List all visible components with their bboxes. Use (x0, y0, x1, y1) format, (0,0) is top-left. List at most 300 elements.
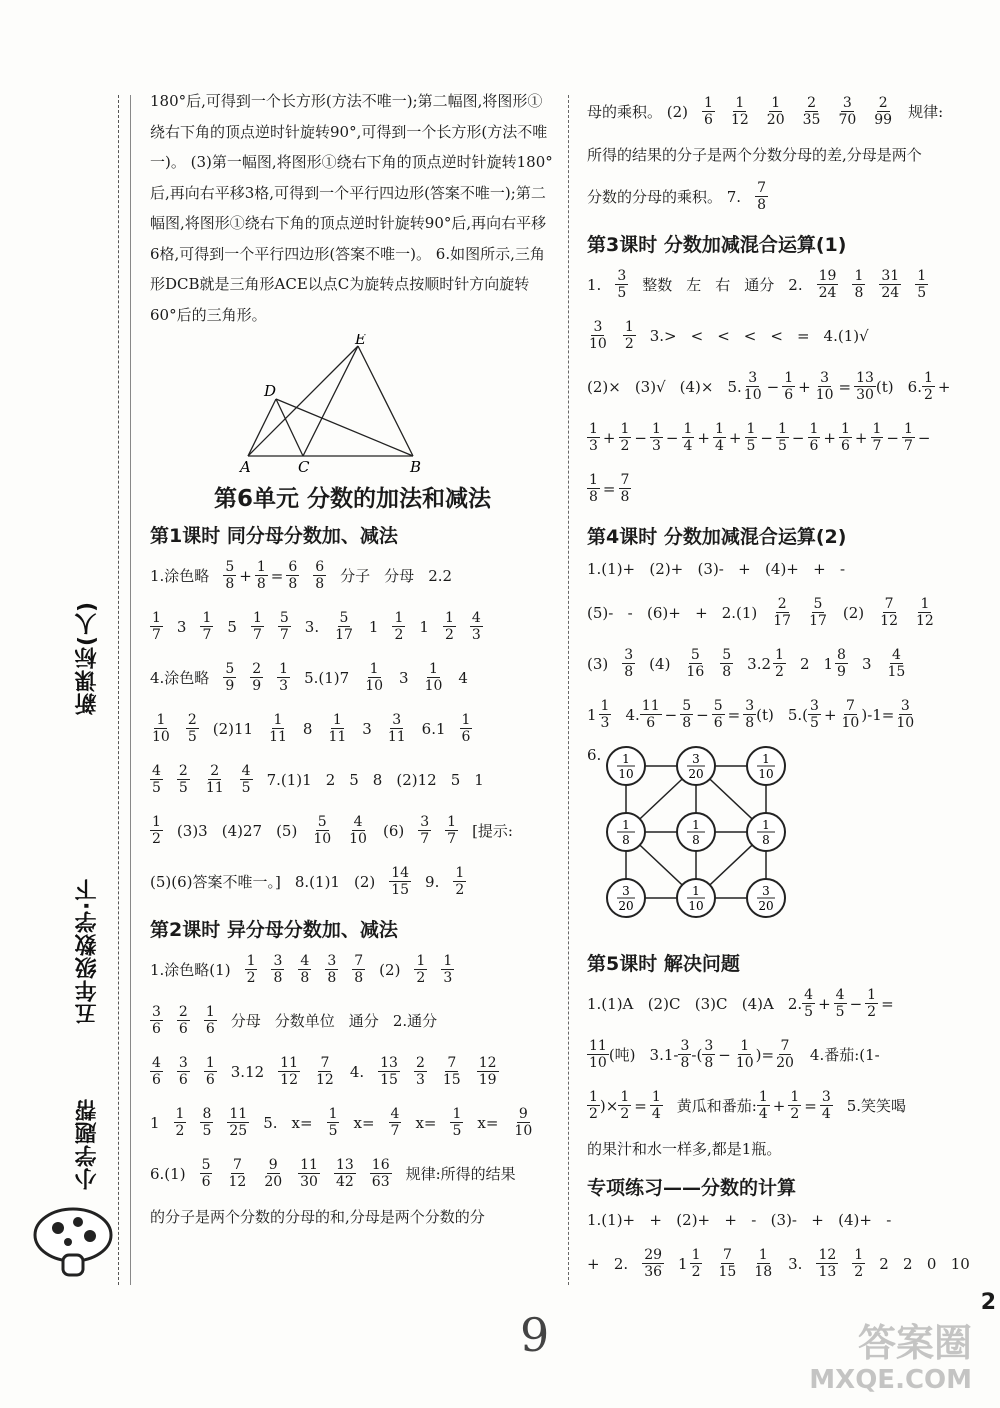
numerator: 2 (807, 95, 816, 111)
numerator: 6 (315, 559, 325, 575)
text: 4.涂色略 (150, 669, 210, 687)
equation: $\frac{1}{3}$ + $\frac{1}{2}$ − $\frac{1}{3}$ − $\frac{1}{4}$ + $\frac{1}{4}$ + $\frac{1}{5}$ − $\frac{1}{5}$ − $\frac{1}{6}$ + $\frac{1}{6}$ + $\frac{1}{7}$ − $\frac{1}{7}$ − (589, 421, 931, 454)
numerator: 3 (842, 95, 852, 111)
numerator: 1 (156, 712, 166, 728)
denominator: 7 (420, 831, 430, 847)
text: 5.笑笑喝 (846, 1097, 907, 1115)
denominator: 5 (835, 1004, 845, 1020)
numerator: 3 (624, 647, 634, 663)
denominator: 36 (644, 1264, 663, 1280)
denominator: 8 (589, 489, 598, 505)
text: (6) (382, 821, 405, 840)
fraction (325, 953, 338, 986)
numerator: 1 (923, 370, 933, 386)
fraction (690, 1247, 703, 1280)
text: 3. (747, 654, 762, 673)
numerator: 1 (715, 421, 724, 437)
denominator: 25 (229, 1123, 248, 1139)
text: 2 (325, 770, 336, 789)
text: 右 (715, 276, 731, 294)
denominator: 10 (815, 387, 834, 403)
denominator: 3 (471, 627, 481, 643)
denominator: 12 (730, 112, 749, 128)
denominator: 5 (617, 285, 627, 301)
text: 黄瓜和番茄: (676, 1097, 757, 1115)
denominator: 10 (152, 729, 170, 745)
text: 5 (227, 617, 237, 636)
denominator: 3 (279, 678, 289, 694)
text: (2) (353, 872, 376, 891)
denominator: 18 (754, 1264, 773, 1280)
numerator: 7 (780, 1038, 790, 1054)
denominator: 2 (246, 970, 256, 986)
denominator: 6 (704, 112, 713, 128)
answer-line (150, 754, 555, 805)
text: 1 (368, 617, 379, 636)
fraction (782, 370, 795, 403)
text: 6.(1) (150, 1164, 186, 1183)
answer-line (587, 412, 982, 463)
numerator: 2 (187, 712, 197, 728)
text: 5 (349, 770, 359, 789)
binding-line (118, 95, 119, 1285)
numerator: 1 (790, 1089, 800, 1105)
numerator: 4 (804, 987, 814, 1003)
answer-line (150, 550, 555, 601)
text: + 2. (587, 1254, 629, 1273)
denominator: 6 (646, 715, 656, 731)
text: 1 (678, 1254, 688, 1273)
numerator: 11 (280, 1055, 298, 1071)
numerator: 7 (620, 472, 630, 488)
numerator: 1 (854, 1247, 864, 1263)
text: 5.(1)7 (304, 668, 350, 687)
numerator: 1 (651, 1089, 661, 1105)
text: 分母 (230, 1012, 261, 1030)
page-number: 2 (980, 1290, 996, 1315)
lesson-title: 第1课时 同分母分数加、减法 (150, 525, 398, 547)
node-numerator: 1 (762, 818, 771, 832)
numerator: 11 (229, 1106, 248, 1122)
denominator: 12 (915, 613, 934, 629)
fraction (418, 814, 431, 847)
numerator: 1 (246, 953, 256, 969)
text: -( (691, 1045, 703, 1064)
text: 1.(1)+ + (2)+ + - (3)- + (4)+ - (587, 1211, 892, 1229)
numerator: 1 (920, 596, 930, 612)
denominator: 8 (757, 197, 767, 213)
numerator: 1 (867, 987, 877, 1003)
triangle-rotation-figure (238, 334, 468, 474)
fraction (200, 610, 213, 643)
lesson-title: 第3课时 分数加减混合运算(1) (587, 234, 847, 256)
text: (t) (875, 377, 894, 396)
numerator: 9 (518, 1106, 528, 1122)
text: 的分子是两个分数的分母的和,分母是两个分数的分 (150, 1207, 485, 1226)
text: (3) (587, 654, 609, 673)
fraction (650, 421, 663, 454)
figure-label-b: B (409, 458, 421, 474)
mixed-number (824, 647, 848, 680)
numerator: 1 (771, 95, 781, 111)
fraction (619, 472, 632, 505)
fraction (313, 559, 326, 592)
denominator: 8 (624, 664, 634, 680)
text: 分数单位 (274, 1012, 335, 1030)
numerator: 1 (152, 814, 161, 830)
fraction (445, 814, 458, 847)
fraction (298, 953, 311, 986)
denominator: 8 (300, 970, 310, 986)
text: (吨) (608, 1046, 636, 1064)
numerator: 1 (841, 421, 850, 437)
fraction (150, 712, 172, 745)
fraction (834, 987, 847, 1020)
fraction (878, 596, 900, 629)
numerator: 8 (837, 647, 846, 663)
fraction (587, 472, 600, 505)
numerator: 1 (394, 610, 404, 626)
text: (3)3 (176, 821, 208, 840)
numerator: 3 (704, 1038, 714, 1054)
denominator: 10 (735, 1055, 754, 1071)
text: 2.2 (428, 566, 453, 585)
node-denominator: 10 (688, 899, 704, 913)
denominator: 9 (252, 678, 262, 694)
denominator: 6 (152, 1072, 161, 1088)
text: 4.番茄:(1- (809, 1046, 880, 1064)
node-denominator: 10 (758, 767, 774, 781)
fraction (618, 1089, 631, 1122)
denominator: 10 (514, 1123, 533, 1139)
text: )-1= (861, 705, 895, 724)
numerator: 13 (856, 370, 874, 386)
node-numerator: 1 (622, 752, 631, 766)
fraction (802, 987, 815, 1020)
numerator: 1 (600, 698, 610, 714)
equation: 6. $\frac{1}{2}$ + (907, 370, 951, 403)
text: 1.(1)+ (2)+ (3)- + (4)+ + - (587, 560, 846, 578)
numerator: 2 (252, 661, 262, 677)
denominator: 12 (316, 1072, 334, 1088)
fraction (684, 647, 706, 680)
answer-line (587, 551, 982, 587)
text: 1 (587, 705, 597, 724)
text: 规律: (908, 103, 944, 121)
fraction (352, 953, 365, 986)
text: x= (291, 1113, 313, 1132)
text: 5 (450, 770, 461, 789)
fraction (619, 421, 632, 454)
text: 1.涂色略(1) (150, 961, 231, 979)
fraction (311, 814, 333, 847)
numerator: 3 (420, 814, 430, 830)
fraction (150, 814, 163, 847)
fraction (587, 319, 609, 352)
denominator: 2 (923, 387, 933, 403)
numerator: 1 (447, 814, 457, 830)
fraction (278, 610, 291, 643)
numerator: 1 (735, 95, 745, 111)
text: 2.(1) (721, 603, 758, 622)
text: 分母 (384, 567, 415, 585)
numerator: 5 (690, 647, 700, 663)
text: 2. (788, 275, 803, 294)
fraction (702, 95, 715, 128)
fraction (414, 1055, 427, 1088)
text: 6. (587, 746, 602, 764)
text: (4) (649, 654, 671, 673)
node-denominator: 20 (618, 899, 634, 913)
text: 4 (458, 668, 468, 687)
fraction (443, 610, 456, 643)
fraction (389, 865, 411, 898)
answer-line (150, 652, 555, 703)
denominator: 16 (686, 664, 705, 680)
denominator: 7 (252, 627, 262, 643)
denominator: 12 (228, 1174, 247, 1190)
text: 2.通分 (392, 1012, 438, 1030)
network-answer (587, 740, 982, 919)
fraction (223, 559, 236, 592)
numerator: 1 (683, 421, 693, 437)
denominator: 8 (704, 1055, 714, 1071)
denominator: 8 (682, 715, 692, 731)
fraction (712, 698, 725, 731)
denominator: 8 (273, 970, 283, 986)
numerator: 5 (813, 596, 823, 612)
text: 8.(1)1 (294, 872, 340, 891)
numerator: 1 (872, 421, 882, 437)
numerator: 3 (152, 1004, 161, 1020)
fraction (840, 698, 862, 731)
equation: 2. $\frac{4}{5}$ + $\frac{4}{5}$ − $\frac{1}{2}$ = (787, 987, 894, 1020)
numerator: 1 (746, 421, 756, 437)
fraction (817, 268, 839, 301)
denominator: 5 (778, 438, 787, 454)
text: )= (755, 1045, 775, 1064)
mixed-number (747, 647, 786, 680)
denominator: 3 (600, 715, 610, 731)
numerator: 1 (455, 865, 465, 881)
numerator: 1 (778, 421, 787, 437)
text: 7.(1)1 (266, 770, 312, 789)
fraction (807, 596, 829, 629)
denominator: 2 (624, 336, 634, 352)
node-numerator: 1 (762, 752, 771, 766)
fraction (200, 1106, 213, 1139)
fraction (223, 661, 236, 694)
fraction (808, 698, 821, 731)
denominator: 8 (225, 576, 235, 592)
answer-line (587, 1029, 982, 1080)
text: 4.(1)√ (823, 326, 869, 345)
equation: $\frac{5}{8}$ + $\frac{1}{8}$ = $\frac{6}{8}$ (225, 559, 298, 592)
denominator: 17 (335, 627, 353, 643)
fraction (755, 180, 768, 213)
denominator: 5 (241, 780, 251, 796)
denominator: 3 (652, 438, 661, 454)
node-denominator: 8 (692, 833, 701, 847)
text: x= (353, 1113, 375, 1132)
fraction (286, 559, 299, 592)
denominator: 6 (205, 1021, 215, 1037)
numerator: 1 (369, 661, 379, 677)
numerator: 5 (317, 814, 327, 830)
denominator: 5 (804, 1004, 814, 1020)
answer-line (150, 703, 555, 754)
denominator: 8 (722, 664, 732, 680)
equation: 黄瓜和番茄: $\frac{1}{4}$ + $\frac{1}{2}$ = $\frac{3}{4}$ (676, 1089, 831, 1122)
numerator: 12 (478, 1055, 497, 1071)
numerator: 3 (178, 1055, 188, 1071)
fraction (720, 647, 733, 680)
fraction (865, 987, 878, 1020)
denominator: 10 (589, 336, 607, 352)
numerator: 3 (820, 370, 830, 386)
text: 规律:所得的结果 (405, 1165, 516, 1183)
answer-line (587, 1131, 982, 1165)
watermark-logo: 答案圈 (857, 1321, 972, 1365)
text: 3 (399, 668, 409, 687)
fraction (450, 1106, 463, 1139)
numerator: 1 (784, 370, 794, 386)
fraction (640, 698, 662, 731)
numerator: 1 (620, 1089, 630, 1105)
text: 1. (587, 275, 602, 294)
denominator: 19 (478, 1072, 497, 1088)
fraction (363, 661, 385, 694)
node-numerator: 1 (692, 884, 701, 898)
answer-line (587, 171, 982, 222)
numerator: 1 (256, 559, 266, 575)
denominator: 5 (202, 1123, 212, 1139)
numerator: 19 (818, 268, 837, 284)
fraction (150, 1004, 163, 1037)
answer-line (150, 601, 555, 652)
numerator: 1 (416, 953, 426, 969)
answer-line (587, 463, 982, 514)
numerator: 1 (332, 712, 342, 728)
fraction (587, 1089, 600, 1122)
text: 1.(1)A (2)C (3)C (4)A (587, 994, 774, 1013)
denominator: 7 (390, 1123, 400, 1139)
sidebar-series: 新课标(人) (75, 600, 100, 715)
fraction (271, 953, 284, 986)
denominator: 4 (758, 1106, 768, 1122)
numerator: 7 (845, 698, 855, 714)
answer-line (587, 310, 982, 361)
denominator: 10 (589, 1055, 607, 1071)
fraction (599, 698, 612, 731)
column-rule (130, 95, 131, 1285)
fraction (278, 1055, 300, 1088)
text: 5.( (787, 705, 809, 724)
text: (2) (842, 603, 865, 622)
fraction (389, 1106, 402, 1139)
denominator: 7 (152, 627, 161, 643)
fraction (314, 1055, 336, 1088)
denominator: 20 (264, 1174, 283, 1190)
answer-line (587, 1080, 982, 1131)
denominator: 7 (202, 627, 212, 643)
denominator: 8 (327, 970, 337, 986)
text: 3.1- (649, 1045, 679, 1064)
fraction (816, 1247, 838, 1280)
denominator: 5 (328, 1123, 338, 1139)
text: (2) (379, 960, 401, 979)
text: 9. (425, 872, 440, 891)
numerator: 5 (339, 610, 349, 626)
text: x= (415, 1113, 437, 1132)
right-column (587, 86, 982, 1289)
denominator: 2 (620, 438, 630, 454)
denominator: 5 (452, 1123, 462, 1139)
numerator: 1 (589, 472, 598, 488)
denominator: 17 (809, 613, 827, 629)
numerator: 1 (273, 712, 283, 728)
numerator: 7 (884, 596, 894, 612)
text: 8 (302, 719, 313, 738)
fraction (922, 370, 935, 403)
fraction (512, 1106, 534, 1139)
fraction (277, 661, 290, 694)
column-divider (568, 95, 569, 1285)
text: 通分 (348, 1012, 379, 1030)
fraction (204, 1004, 217, 1037)
denominator: 8 (620, 489, 630, 505)
text: 3.> (649, 326, 677, 345)
numerator: 1 (740, 1038, 750, 1054)
numerator: 1 (904, 421, 913, 437)
fraction (734, 1038, 756, 1071)
denominator: 10 (743, 387, 762, 403)
denominator: 2 (854, 1264, 864, 1280)
fraction (915, 268, 928, 301)
denominator: 13 (818, 1264, 837, 1280)
text: x= (477, 1113, 499, 1132)
denominator: 9 (837, 664, 846, 680)
numerator: 7 (757, 180, 767, 196)
fraction (327, 1106, 340, 1139)
numerator: 4 (152, 1055, 161, 1071)
fraction (879, 268, 901, 301)
figure-label-a: A (239, 458, 251, 474)
denominator: 70 (838, 112, 857, 128)
denominator: 35 (802, 112, 821, 128)
denominator: 99 (874, 112, 893, 128)
numerator: 5 (722, 647, 732, 663)
numerator: 4 (390, 1106, 400, 1122)
numerator: 5 (225, 661, 235, 677)
denominator: 2 (867, 1004, 877, 1020)
node-numerator: 3 (762, 884, 771, 898)
numerator: 1 (205, 1004, 215, 1020)
denominator: 20 (766, 112, 785, 128)
numerator: 1 (279, 661, 289, 677)
numerator: 3 (821, 1089, 831, 1105)
fraction (174, 1106, 187, 1139)
figure-label-e: E (354, 334, 366, 348)
answer-line (587, 587, 982, 638)
text: 2 (761, 654, 772, 673)
denominator: 6 (178, 1021, 188, 1037)
fraction (347, 814, 369, 847)
numerator: 1 (444, 610, 454, 626)
lesson-title: 第4课时 分数加减混合运算(2) (587, 526, 847, 548)
node-denominator: 8 (762, 833, 771, 847)
fraction (392, 610, 405, 643)
